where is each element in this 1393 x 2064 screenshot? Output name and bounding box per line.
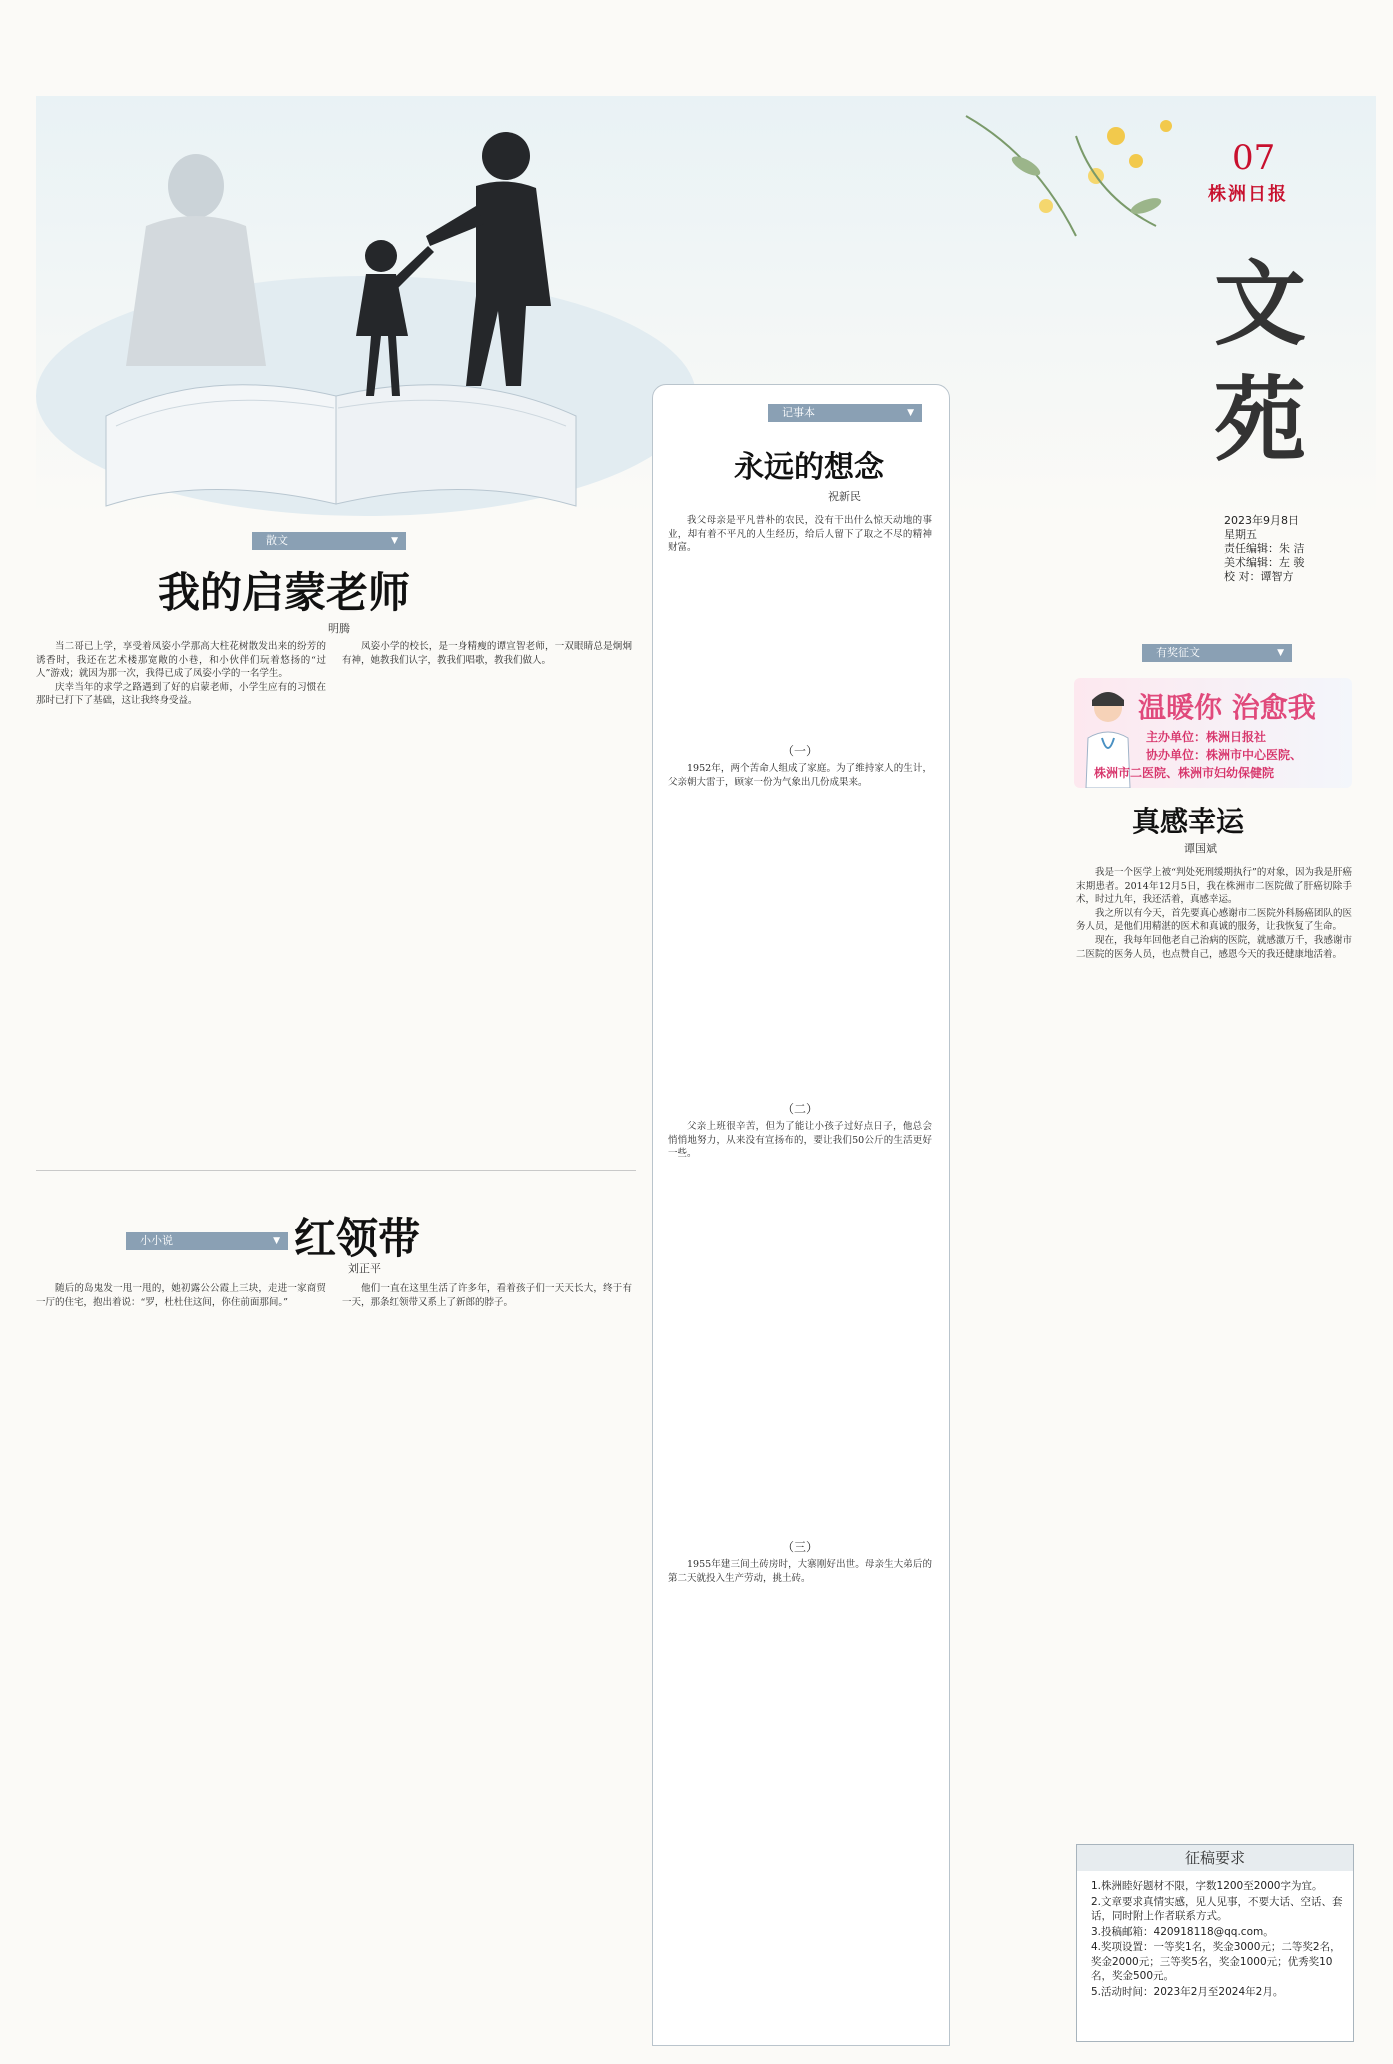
article-body-lucky	[1076, 866, 1352, 1832]
call-item: 1.株洲睦好题材不限，字数1200至2000字为宜。	[1091, 1880, 1323, 1892]
column-tag-essay-contest: 有奖征文 ▼	[1142, 644, 1292, 662]
column-tag-short-story: 小小说 ▼	[126, 1232, 288, 1250]
paragraph: 我之所以有今天，首先要真心感谢市二医院外科肠癌团队的医务人员，是他们用精湛的医术和真诚的服务，让我恢复了生命。	[1076, 907, 1352, 933]
article-title-memoir: 永远的想念	[734, 450, 884, 485]
section-marker: （二）	[781, 1102, 818, 1116]
issue-weekday: 星期五	[1224, 528, 1257, 541]
memoir-section-3	[668, 1558, 932, 2028]
paragraph: 凤姿小学的校长，是一身精瘦的谭宣智老师，一双眼睛总是炯炯有神，她教我们认字，教我们唱歌，教我们做人。	[342, 641, 632, 666]
paragraph: 庆幸当年的求学之路遇到了好的启蒙老师，小学生应有的习惯在那时已打下了基础，这让我终身受益。	[36, 681, 326, 707]
contest-banner	[1074, 678, 1352, 788]
call-item: 2.文章要求真情实感，见人见事，不要大话、空话、套话，同时附上作者联系方式。	[1091, 1895, 1343, 1922]
paragraph: 我是一个医学上被“判处死刑缓期执行”的对象，因为我是肝癌末期患者。2014年12月5日，我在株洲市二医院做了肝癌切除手术，时过九年，我还活着，真感幸运。	[1076, 867, 1352, 906]
contest-title: 温暖你 治愈我	[1138, 691, 1316, 724]
call-for-papers-title: 征稿要求	[1077, 1845, 1353, 1871]
article-body-teacher-col1	[36, 640, 326, 1160]
call-item: 4.奖项设置：一等奖1名，奖金3000元；二等奖2名，奖金2000元；三等奖5名，奖金1000元；优秀奖10名，奖金500元。	[1091, 1941, 1341, 1982]
contest-sponsor: 主办单位：株洲日报社	[1146, 730, 1267, 744]
article-body-teacher-col2	[342, 640, 632, 1160]
paragraph: 1955年建三间土砖房时，大寨刚好出世。母亲生大弟后的第二天就投入生产劳动，挑土砖。	[668, 1559, 932, 1584]
art-editor-credit: 美术编辑：左 骏	[1224, 556, 1305, 569]
article-title-teacher: 我的启蒙老师	[158, 568, 411, 617]
paragraph: 他们一直在这里生活了许多年，看着孩子们一天天长大，终于有一天，那条红领带又系上了新郎的脖子。	[342, 1283, 632, 1308]
article-author-lucky: 谭国斌	[1184, 842, 1217, 855]
memoir-section-1	[668, 762, 932, 1022]
section-marker: （三）	[781, 1540, 818, 1554]
section-title: 文苑	[1214, 250, 1307, 474]
memoir-intro	[668, 514, 932, 730]
paragraph: 我父母亲是平凡普朴的农民，没有干出什么惊天动地的事业，却有着不平凡的人生经历，给后人留下了取之不尽的精神财富。	[668, 515, 932, 554]
article-body-red-tie-col2	[342, 1282, 632, 2042]
call-for-papers-list	[1091, 1879, 1343, 2000]
call-item: 3.投稿邮箱：420918118@qq.com。	[1091, 1925, 1274, 1938]
article-title-red-tie: 红领带	[294, 1214, 421, 1263]
page-number: 07	[1232, 138, 1276, 178]
article-author-memoir: 祝新民	[828, 490, 861, 503]
paper-name: 株洲日报	[1208, 184, 1288, 205]
memoir-section-2	[668, 1120, 932, 1520]
article-title-lucky: 真感幸运	[1132, 805, 1245, 838]
article-body-red-tie-col1	[36, 1282, 326, 2042]
article-author-teacher: 明腾	[328, 622, 350, 635]
paragraph: 随后的岛鬼发一甩一甩的，她初露公公霞上三块，走进一家商贸一厅的住宅，抱出着说：“罗，杜杜住这间，你住前面那间。”	[36, 1283, 326, 1308]
editor-credit: 责任编辑：朱 洁	[1224, 542, 1305, 555]
call-for-papers-box	[1076, 1844, 1354, 2042]
column-tag-prose: 散文 ▼	[252, 532, 406, 550]
paragraph: 父亲上班很辛苦，但为了能让小孩子过好点日子，他总会悄悄地努力，从来没有宣扬布的，要让我们50公斤的生活更好一些。	[668, 1121, 932, 1160]
newspaper-page	[36, 96, 1376, 2046]
divider	[36, 1170, 636, 1171]
paragraph: 1952年，两个苦命人组成了家庭。为了维持家人的生计，父亲朝大雷于，顾家一份为气象出几份成果来。	[668, 763, 932, 788]
paragraph: 现在，我每年回他老自己治病的医院，就感激万千，我感谢市二医院的医务人员，也点赞自己，感恩今天的我还健康地活着。	[1076, 934, 1352, 960]
column-tag-notes: 记事本 ▼	[768, 404, 922, 422]
call-item: 5.活动时间：2023年2月至2024年2月。	[1091, 1985, 1284, 1998]
article-author-red-tie: 刘正平	[348, 1262, 381, 1275]
issue-date: 2023年9月8日	[1224, 514, 1299, 527]
proofreader-credit: 校 对：谭智方	[1224, 570, 1294, 583]
edition-info	[1224, 514, 1305, 584]
contest-co-sponsor: 协办单位：株洲市中心医院、	[1146, 748, 1303, 762]
paragraph: 当二哥已上学，享受着凤姿小学那高大柱花树散发出来的纷芳的诱香时，我还在艺术楼那宽敞的小巷，和小伙伴们玩着悠扬的“过人”游戏；就因为那一次，我得已成了凤姿小学的一名学生。	[36, 641, 326, 680]
contest-co-sponsor-2: 株洲市二医院、株洲市妇幼保健院	[1094, 766, 1275, 780]
section-marker: （一）	[781, 744, 818, 758]
